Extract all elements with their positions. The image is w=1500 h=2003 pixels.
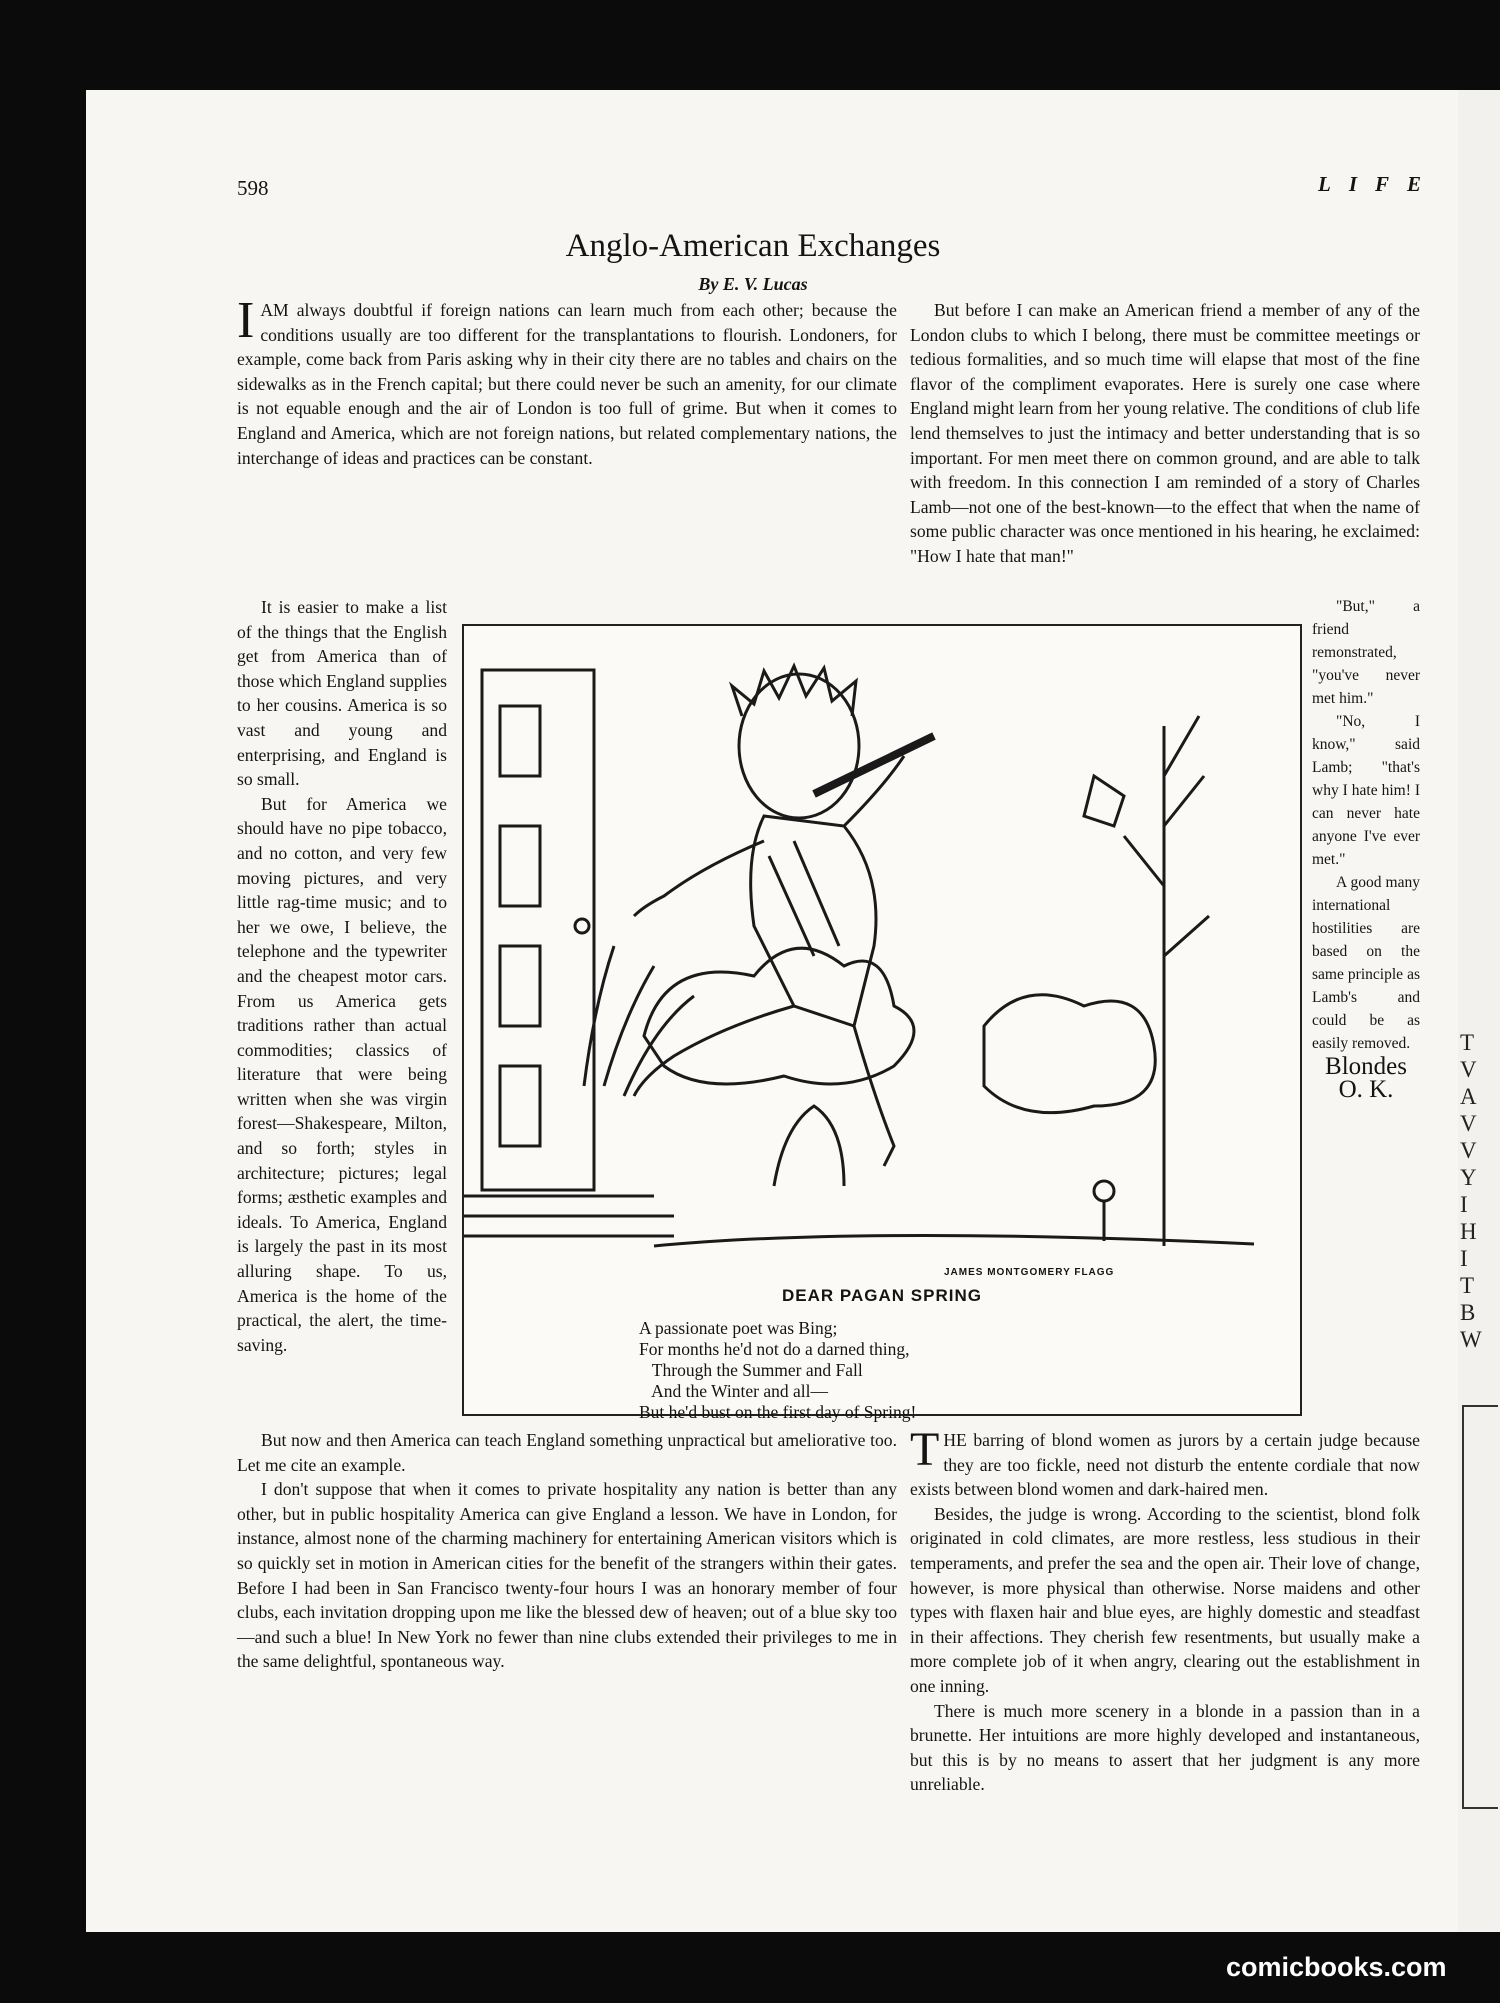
- edge-letter: I: [1460, 1192, 1468, 1217]
- edge-letter: V: [1460, 1111, 1477, 1136]
- cartoon-illustration: [462, 624, 1302, 1422]
- adjacent-page-image-frame: [1462, 1405, 1498, 1809]
- edge-letter: A: [1460, 1084, 1477, 1109]
- cartoon-title: DEAR PAGAN SPRING: [782, 1286, 982, 1305]
- edge-letter: T: [1460, 1030, 1475, 1055]
- paragraph: But now and then America can teach England something unpractical but ameliorative too. Let me cite an example.: [237, 1430, 897, 1475]
- page-number: 598: [237, 176, 269, 200]
- adjacent-page-edge: [1458, 90, 1500, 1932]
- edge-letter: Y: [1460, 1165, 1477, 1190]
- poem-line: For months he'd not do a darned thing,: [639, 1339, 910, 1359]
- running-head: LIFE: [1318, 172, 1440, 196]
- edge-letter: V: [1460, 1057, 1477, 1082]
- edge-letter: B: [1460, 1300, 1476, 1325]
- paragraph: "No, I know," said Lamb; "that's why I hate him! I can never hate anyone I've ever met.": [1312, 713, 1420, 868]
- left-narrow-column: [237, 595, 447, 1357]
- site-watermark: comicbooks.com: [1226, 1952, 1447, 1982]
- blondes-section: [910, 1423, 1420, 1797]
- dropcap: I: [237, 292, 255, 349]
- poem-line: But he'd bust on the first day of Spring!: [639, 1402, 917, 1422]
- section-heading: Blondes O. K.: [1325, 1053, 1407, 1103]
- paragraph: A good many international hostilities are based on the same principle as Lamb's and could be as easily removed.: [1312, 874, 1420, 1052]
- magazine-page: [86, 90, 1458, 1932]
- paragraph: It is easier to make a list of the things that the English get from America than of those which England supplies to her cousins. America is so vast and young and enterprising, and England is so small.: [237, 597, 447, 790]
- poem-line: Through the Summer and Fall: [639, 1360, 863, 1380]
- poem-line: And the Winter and all—: [639, 1381, 829, 1401]
- poem-line: A passionate poet was Bing;: [639, 1318, 838, 1338]
- paragraph: "But," a friend remonstrated, "you've never met him.": [1312, 598, 1420, 707]
- paragraph: But for America we should have no pipe tobacco, and no cotton, and very few moving pictures, and very little rag-time music; and to her we owe, I believe, the telephone and the typewriter and the cheapest motor cars. From us America gets traditions rather than actual commodities; classics of literature that were being written when she was virgin forest—Shakespeare, Milton, and so forth; styles in architecture; pictures; legal forms; æsthetic examples and ideals. To America, England is largely the past in its most alluring shape. To us, America is the home of the practical, the alert, the time-saving.: [237, 793, 447, 1355]
- edge-letter: I: [1460, 1246, 1468, 1271]
- edge-letter: H: [1460, 1219, 1477, 1244]
- paragraph: HE barring of blond women as jurors by a certain judge because they are too fickle, need not disturb the entente cordiale that now exists between blond women and dark-haired men.: [910, 1430, 1420, 1500]
- left-column-bottom: [237, 1428, 897, 1674]
- article-byline: By E. V. Lucas: [698, 274, 808, 294]
- dropcap: T: [910, 1423, 940, 1476]
- paragraph: AM always doubtful if foreign nations can learn much from each other; because the conditions usually are too different for the transplantations to flourish. Londoners, for example, come back from Paris asking why in their city there are no tables and chairs on the sidewalks as in the French capital; but there could never be such an amenity, for our climate is not equable enough and the air of London is too full of grime. But when it comes to England and America, which are not foreign nations, but related complementary nations, the interchange of ideas and practices can be constant.: [237, 300, 897, 468]
- right-narrow-column: [1312, 595, 1420, 1101]
- edge-letter: T: [1460, 1273, 1475, 1298]
- paragraph: I don't suppose that when it comes to private hospitality any nation is better than any other, but in public hospitality America can give England a lesson. We have in London, for instance, almost none of the charming machinery for entertaining American visitors which is so quickly set in motion in American cities for the benefit of the strangers within their gates. Before I had been in San Francisco twenty-four hours I was an honorary member of four clubs, each invitation dropping upon me like the blessed dew of heaven; out of a blue sky too—and such a blue! In New York no fewer than nine clubs extended their privileges to me in the same delightful, spontaneous way.: [237, 1479, 897, 1672]
- edge-letter: W: [1460, 1327, 1482, 1352]
- edge-letter: V: [1460, 1138, 1477, 1163]
- paragraph: But before I can make an American friend a member of any of the London clubs to which I belong, there must be committee meetings or tedious formalities, and so much time will elapse that most of the fine flavor of the compliment evaporates. Here is surely one case where England might learn from her young relative. The conditions of club life lend themselves to just the intimacy and better understanding that is so important. For men meet there on common ground, and are able to talk with freedom. In this connection I am reminded of a story of Charles Lamb—not one of the best-known—to the effect that when the name of some public character was once mentioned in his hearing, he exclaimed: "How I hate that man!": [910, 300, 1420, 566]
- dancing-faun-drawing: [464, 626, 1300, 1266]
- cartoon-poem: [639, 1318, 916, 1423]
- article-title: Anglo-American Exchanges: [565, 228, 941, 264]
- paragraph: There is much more scenery in a blonde in a passion than in a brunette. Her intuitions are more highly developed and instantaneous, but this is by no means to assert that her judgment is any more unreliable.: [910, 1700, 1420, 1795]
- artist-signature: JAMES MONTGOMERY FLAGG: [944, 1267, 1115, 1278]
- right-column-top: [910, 298, 1420, 569]
- paragraph: Besides, the judge is wrong. According to the scientist, blond folk originated in cold climates, are more restless, less studious in their temperaments, and prefer the sea and the open air. Their love of change, however, is more physical than otherwise. Norse maidens and other types with flaxen hair and blue eyes, are highly domestic and steadfast in their affections. They cherish few resentments, but usually make a more complete job of it when angry, clearing out the establishment in one inning.: [910, 1503, 1420, 1696]
- left-column-top: [237, 292, 897, 470]
